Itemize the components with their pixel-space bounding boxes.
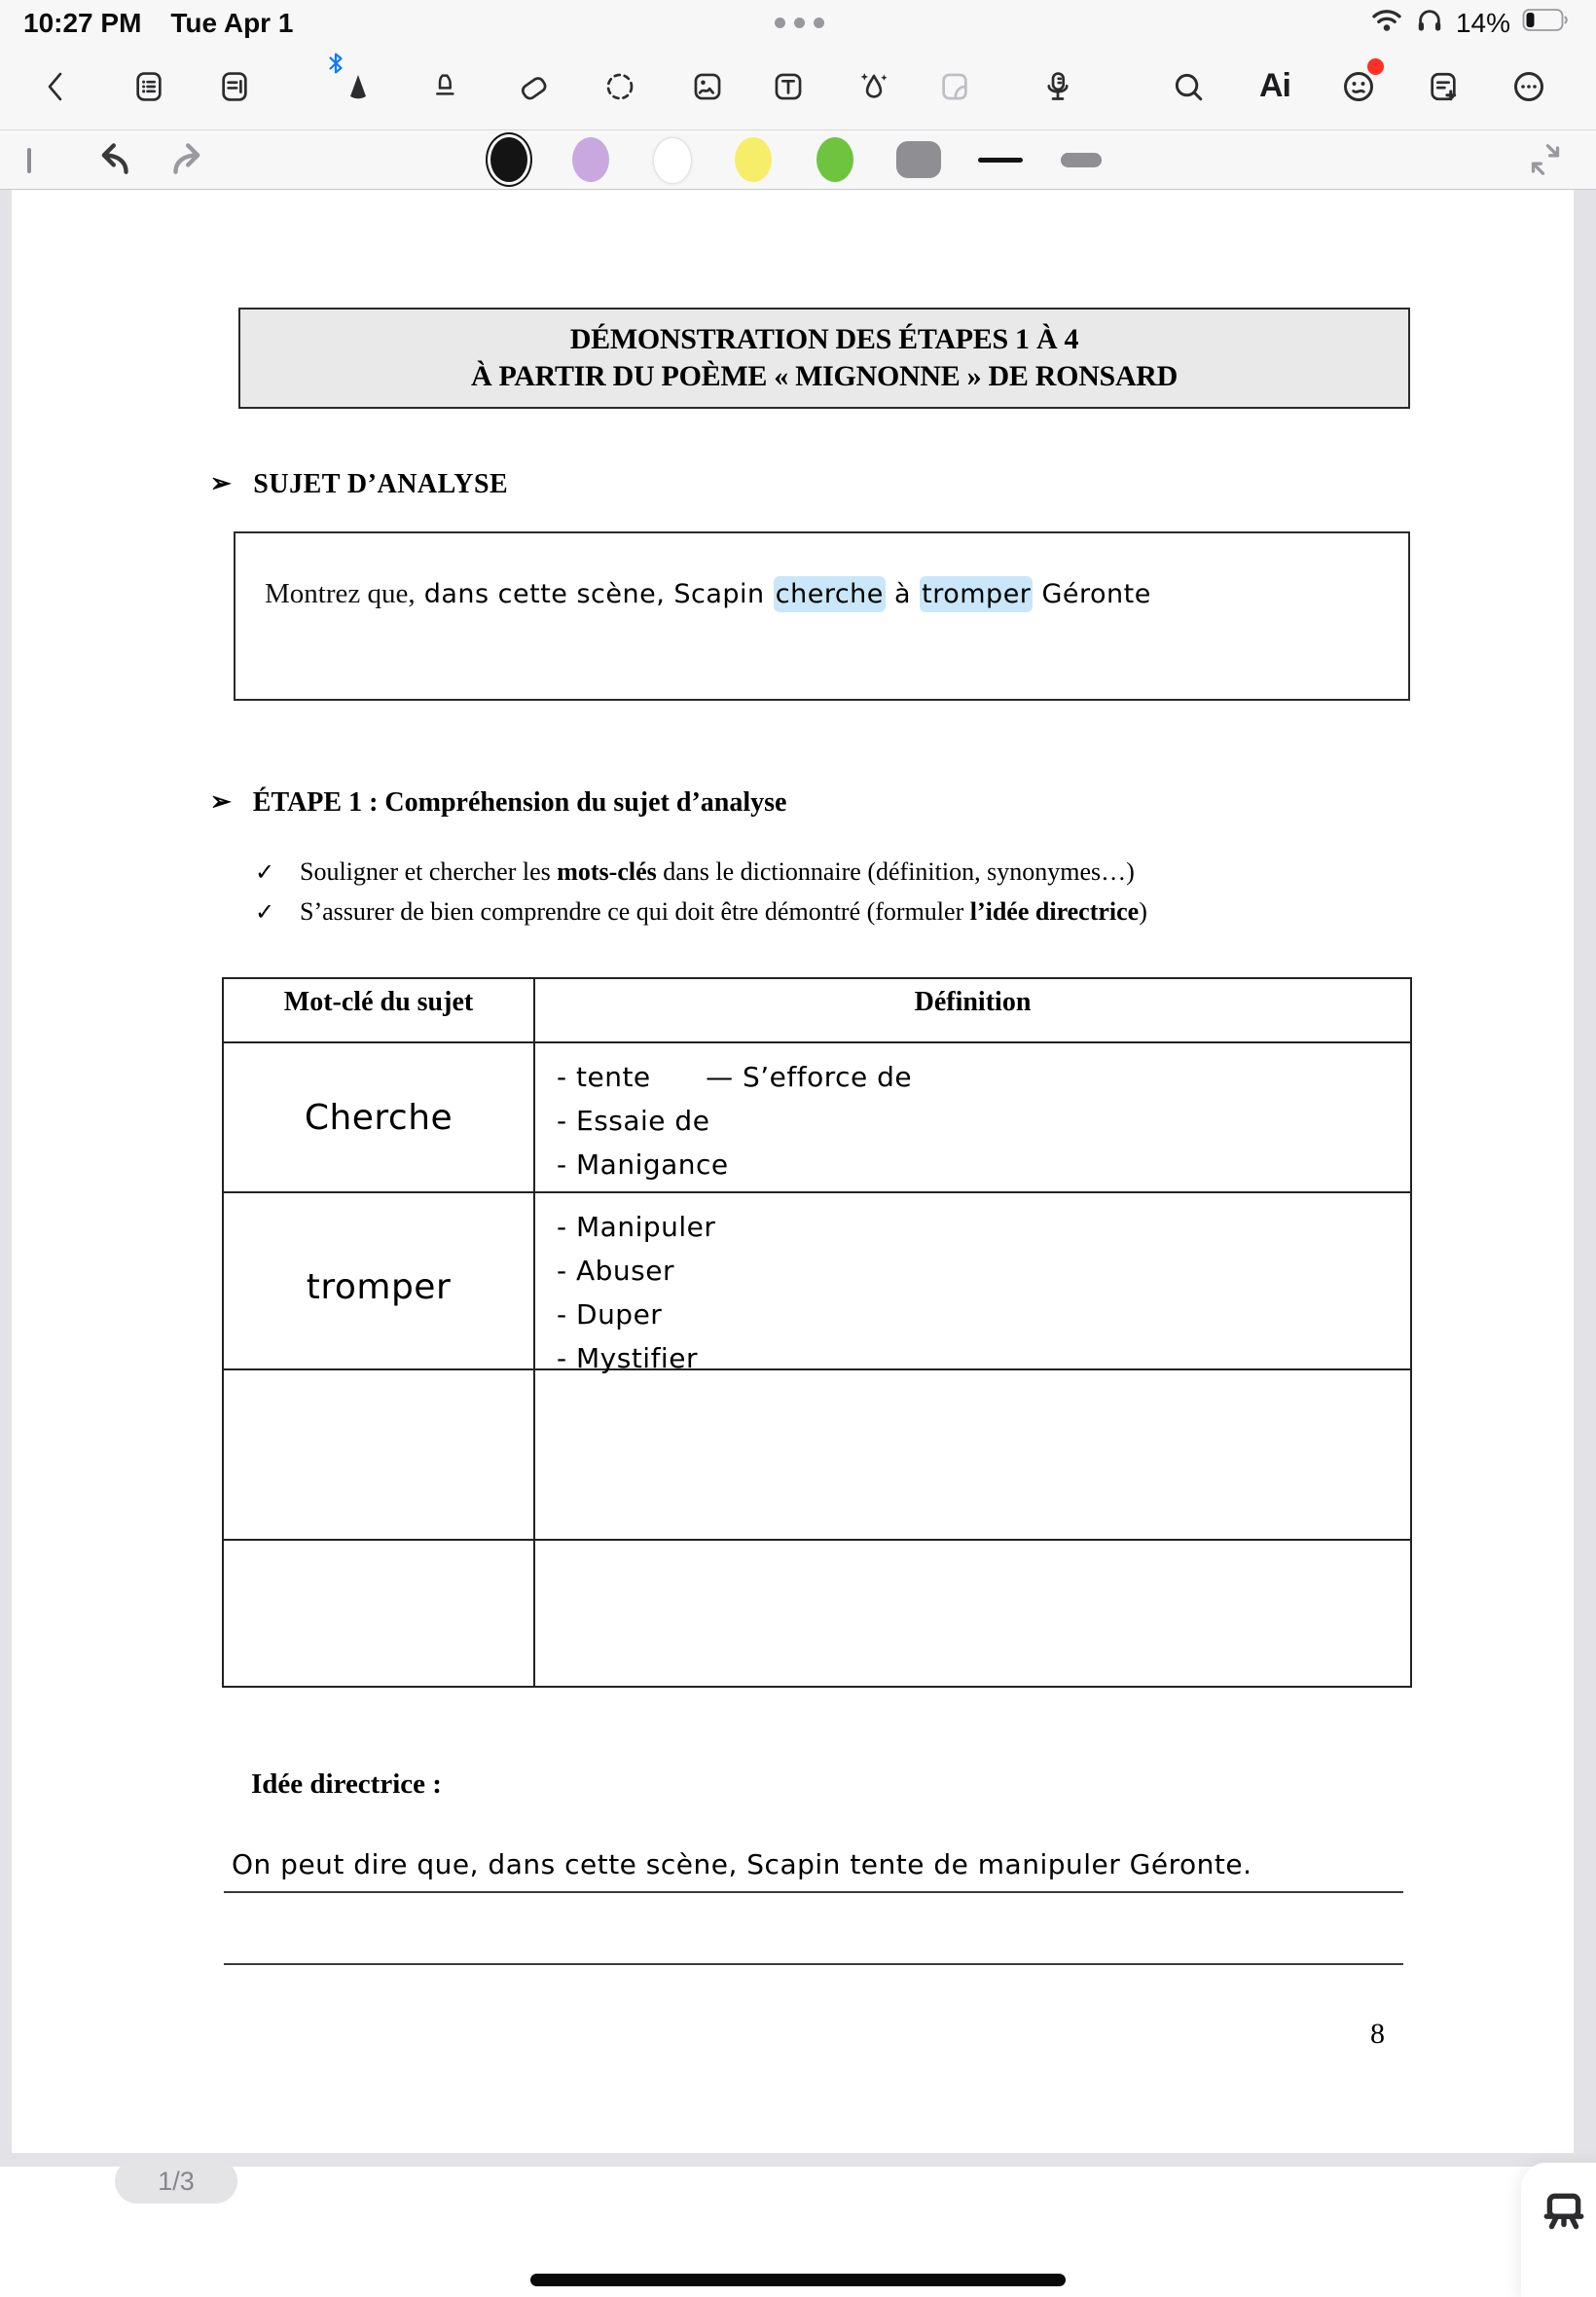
definition-handwriting: - Manipuler	[557, 1211, 716, 1243]
home-indicator[interactable]	[530, 2274, 1066, 2286]
table-row	[224, 1043, 1410, 1193]
toolbar-drag-handle[interactable]	[27, 148, 31, 173]
document-page[interactable]	[12, 190, 1574, 2153]
elements-tool[interactable]	[852, 43, 895, 129]
sujet-text-segment: à	[885, 579, 921, 609]
easel-icon	[1539, 2188, 1589, 2237]
eraser-tool[interactable]	[512, 43, 555, 129]
color-swatch-purple[interactable]	[572, 137, 609, 182]
stroke-width-thin[interactable]	[978, 158, 1023, 163]
table-row	[224, 1370, 1410, 1541]
undo-button[interactable]	[91, 140, 133, 179]
etape1-checklist	[255, 857, 1147, 937]
table-header-definition: Définition	[914, 987, 1032, 1017]
document-title-box	[238, 308, 1410, 409]
checklist-item: ✓ Souligner et chercher les mots-clés dans le dictionnaire (définition, synonymes…)	[255, 857, 1135, 886]
canvas-background	[0, 190, 1596, 2167]
definition-handwriting: - tente — S’efforce de	[557, 1061, 913, 1093]
image-tool[interactable]	[686, 43, 729, 129]
color-swatch-gray[interactable]	[896, 141, 941, 178]
keyword-handwriting: Cherche	[304, 1097, 453, 1138]
collapse-toolbar-button[interactable]	[1526, 140, 1565, 179]
sujet-text-segment: Montrez que,	[265, 578, 416, 609]
toolbar	[0, 43, 1596, 190]
ruled-line	[224, 1891, 1403, 1893]
idea-handwritten-sentence: On peut dire que, dans cette scène, Scapin tente de manipuler Géronte.	[232, 1848, 1252, 1880]
audio-record-tool[interactable]	[1036, 43, 1079, 129]
status-bar	[0, 0, 1596, 43]
definition-handwriting: - Mystifier	[557, 1342, 698, 1374]
outline-button[interactable]	[213, 43, 256, 129]
page-curl-tool	[933, 43, 976, 129]
thumbnails-button[interactable]	[127, 43, 170, 129]
definition-handwriting: - Duper	[557, 1298, 663, 1331]
definition-handwriting: - Abuser	[557, 1255, 675, 1287]
document-page-number: 8	[1370, 2018, 1385, 2050]
table-header-keyword: Mot-clé du sujet	[224, 979, 535, 1041]
checkmark-icon: ✓	[255, 858, 275, 886]
highlighter-tool[interactable]	[424, 43, 467, 129]
battery-icon	[1522, 8, 1571, 38]
table-row	[224, 1193, 1410, 1374]
multitasking-indicator[interactable]	[775, 18, 824, 28]
sujet-text-segment: dans cette scène, Scapin	[415, 579, 774, 609]
arrow-bullet-icon: ➢	[210, 787, 232, 816]
ai-button[interactable]: Ai	[1259, 67, 1290, 104]
definition-handwriting: - Manigance	[557, 1148, 729, 1181]
keywords-table	[222, 977, 1412, 1688]
date: Tue Apr 1	[170, 8, 294, 38]
battery-percent: 14%	[1455, 7, 1510, 38]
lasso-tool[interactable]	[598, 43, 641, 129]
headphones-icon	[1415, 6, 1444, 40]
definition-handwriting: - Essaie de	[557, 1105, 710, 1137]
text-tool[interactable]	[767, 43, 810, 129]
checkmark-icon: ✓	[255, 898, 275, 926]
presentation-mode-button[interactable]	[1521, 2163, 1596, 2297]
sujet-sentence	[265, 578, 1151, 610]
keyword-handwriting: tromper	[306, 1266, 452, 1307]
etape1-heading: ➢ ÉTAPE 1 : Compréhension du sujet d’analyse	[210, 787, 787, 818]
sujet-text-segment: cherche	[774, 576, 886, 612]
notification-badge	[1367, 58, 1384, 75]
table-header-row	[224, 979, 1410, 1043]
title-line-1: DÉMONSTRATION DES ÉTAPES 1 À 4	[569, 323, 1079, 355]
add-page-button[interactable]	[1422, 43, 1465, 129]
title-line-2: À PARTIR DU POÈME « MIGNONNE » DE RONSARD	[470, 360, 1179, 392]
arrow-bullet-icon: ➢	[210, 469, 233, 497]
sujet-box	[234, 531, 1410, 701]
more-options-button[interactable]	[1507, 43, 1550, 129]
wifi-icon	[1370, 8, 1403, 38]
redo-button[interactable]	[168, 140, 211, 179]
idea-heading: Idée directrice :	[251, 1768, 442, 1800]
color-swatch-yellow[interactable]	[735, 137, 772, 182]
stroke-width-thick[interactable]	[1061, 153, 1102, 167]
table-row	[224, 1541, 1410, 1686]
bluetooth-icon	[327, 53, 345, 74]
ruled-line	[224, 1963, 1403, 1965]
stickers-button[interactable]	[1337, 43, 1380, 129]
sujet-text-segment: tromper	[920, 576, 1033, 612]
color-swatch-white[interactable]	[653, 137, 692, 184]
fountain-pen-tool[interactable]	[337, 43, 380, 129]
back-button[interactable]	[34, 43, 77, 129]
clock: 10:27 PM	[23, 8, 142, 38]
page-indicator-pill[interactable]: 1/3	[115, 2159, 237, 2204]
sujet-text-segment: Géronte	[1033, 579, 1151, 609]
search-button[interactable]	[1167, 43, 1210, 129]
color-swatch-black[interactable]	[490, 137, 527, 182]
checklist-item: ✓ S’assurer de bien comprendre ce qui doit être démontré (formuler l’idée directrice)	[255, 897, 1147, 926]
sujet-heading: ➢ SUJET D’ANALYSE	[210, 469, 509, 499]
color-swatch-green[interactable]	[816, 137, 853, 182]
